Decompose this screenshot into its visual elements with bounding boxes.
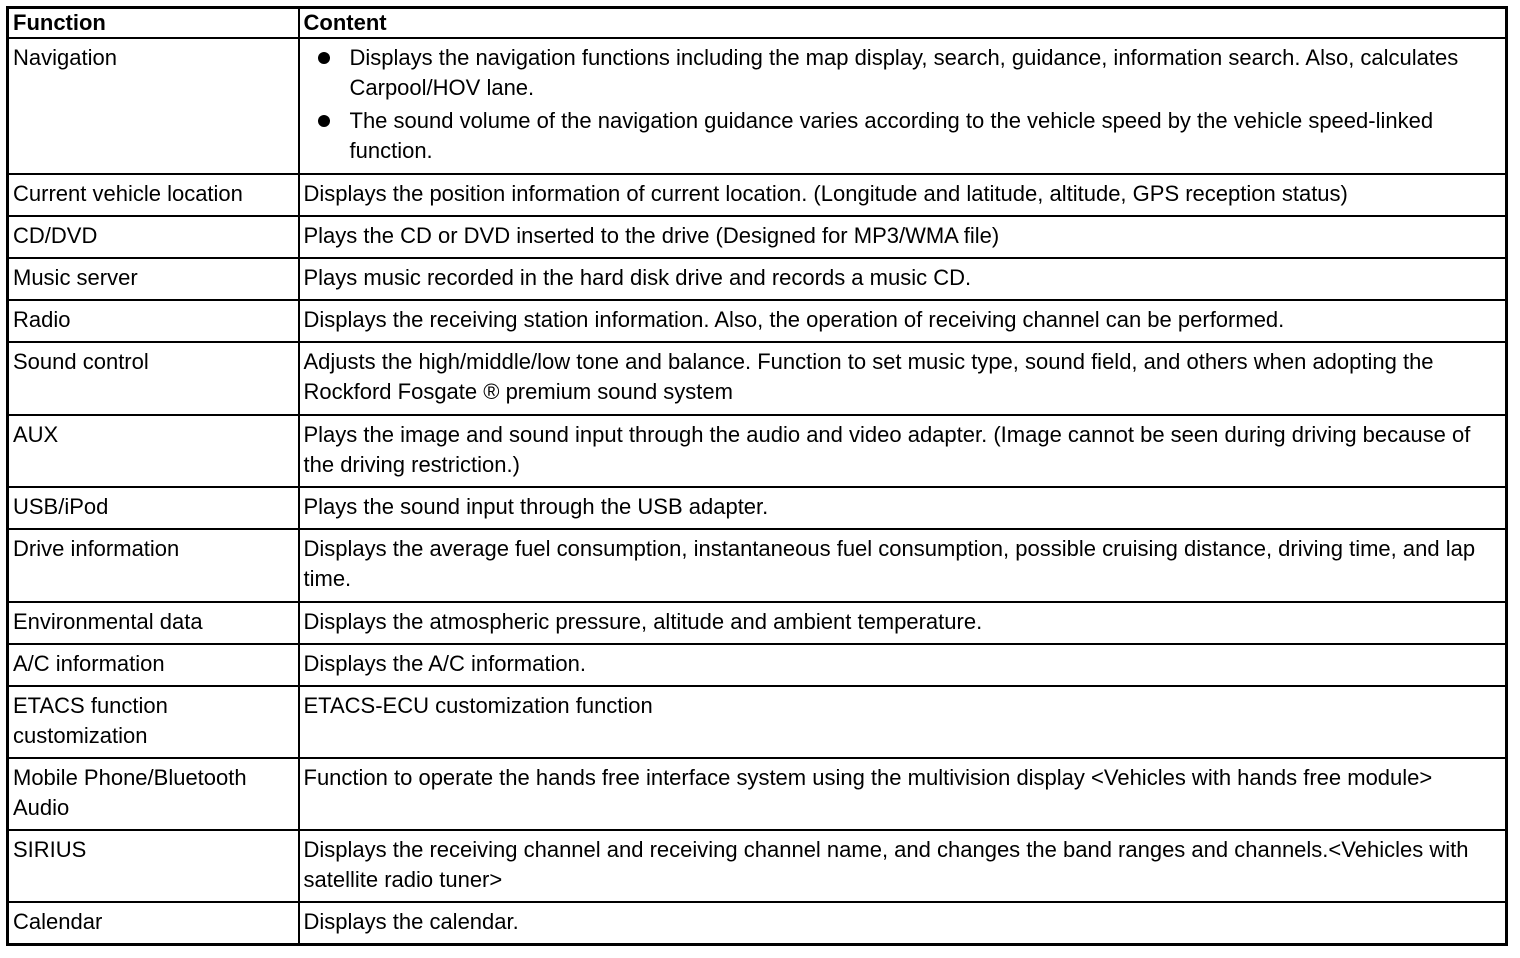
function-cell: ETACS function customization <box>8 686 299 758</box>
table-row <box>8 902 1507 944</box>
function-cell: Mobile Phone/Bluetooth Audio <box>8 758 299 830</box>
content-cell: Displays the receiving station information. Also, the operation of receiving channel can be performed. <box>299 300 1507 342</box>
table-row <box>8 758 1507 830</box>
list-item <box>350 43 1502 103</box>
table-row <box>8 300 1507 342</box>
table-row <box>8 487 1507 529</box>
function-cell: Current vehicle location <box>8 174 299 216</box>
function-table <box>6 6 1508 946</box>
table-row <box>8 258 1507 300</box>
table-row <box>8 529 1507 602</box>
function-cell: Calendar <box>8 902 299 944</box>
table-row <box>8 602 1507 644</box>
table-row <box>8 216 1507 258</box>
function-cell: AUX <box>8 415 299 487</box>
function-cell: A/C information <box>8 644 299 686</box>
content-cell: Displays the average fuel consumption, instantaneous fuel consumption, possible cruising distance, driving time, and lap time. <box>299 529 1507 602</box>
table-row <box>8 830 1507 902</box>
content-cell: Plays the CD or DVD inserted to the drive (Designed for MP3/WMA file) <box>299 216 1507 258</box>
bullet-text: Displays the navigation functions including the map display, search, guidance, information search. Also, calculates Carpool/HOV lane. <box>349 45 1459 100</box>
bullet-text: The sound volume of the navigation guidance varies according to the vehicle speed by the vehicle speed-linked function. <box>349 108 1434 163</box>
list-item <box>350 106 1502 166</box>
header-content: Content <box>299 8 1507 39</box>
content-cell: Displays the calendar. <box>299 902 1507 944</box>
function-cell: Environmental data <box>8 602 299 644</box>
table-row <box>8 342 1507 415</box>
content-cell: Adjusts the high/middle/low tone and balance. Function to set music type, sound field, and others when adopting the Rockford Fosgate ® premium sound system <box>299 342 1507 415</box>
bullet-icon <box>318 52 330 64</box>
function-cell: Music server <box>8 258 299 300</box>
content-cell: Displays the atmospheric pressure, altitude and ambient temperature. <box>299 602 1507 644</box>
function-cell: SIRIUS <box>8 830 299 902</box>
function-cell: Navigation <box>8 38 299 174</box>
bullet-icon <box>318 115 330 127</box>
content-cell: Displays the A/C information. <box>299 644 1507 686</box>
function-cell: Sound control <box>8 342 299 415</box>
content-cell: Function to operate the hands free interface system using the multivision display <Vehicles with hands free module> <box>299 758 1507 830</box>
content-cell: Displays the position information of current location. (Longitude and latitude, altitude, GPS reception status) <box>299 174 1507 216</box>
function-cell: Drive information <box>8 529 299 602</box>
table-row <box>8 174 1507 216</box>
content-cell <box>299 38 1507 174</box>
content-cell: Plays the image and sound input through the audio and video adapter. (Image cannot be seen during driving because of the driving restriction.) <box>299 415 1507 487</box>
content-cell: Plays music recorded in the hard disk drive and records a music CD. <box>299 258 1507 300</box>
function-cell: Radio <box>8 300 299 342</box>
content-cell: Plays the sound input through the USB adapter. <box>299 487 1507 529</box>
table-row <box>8 38 1507 174</box>
bullet-list <box>304 43 1502 166</box>
header-function: Function <box>8 8 299 39</box>
content-cell: Displays the receiving channel and receiving channel name, and changes the band ranges and channels.<Vehicles with satellite radio tuner> <box>299 830 1507 902</box>
table-row <box>8 644 1507 686</box>
table-row <box>8 415 1507 487</box>
function-cell: CD/DVD <box>8 216 299 258</box>
table-row <box>8 686 1507 758</box>
function-cell: USB/iPod <box>8 487 299 529</box>
content-cell: ETACS-ECU customization function <box>299 686 1507 758</box>
table-header-row <box>8 8 1507 39</box>
